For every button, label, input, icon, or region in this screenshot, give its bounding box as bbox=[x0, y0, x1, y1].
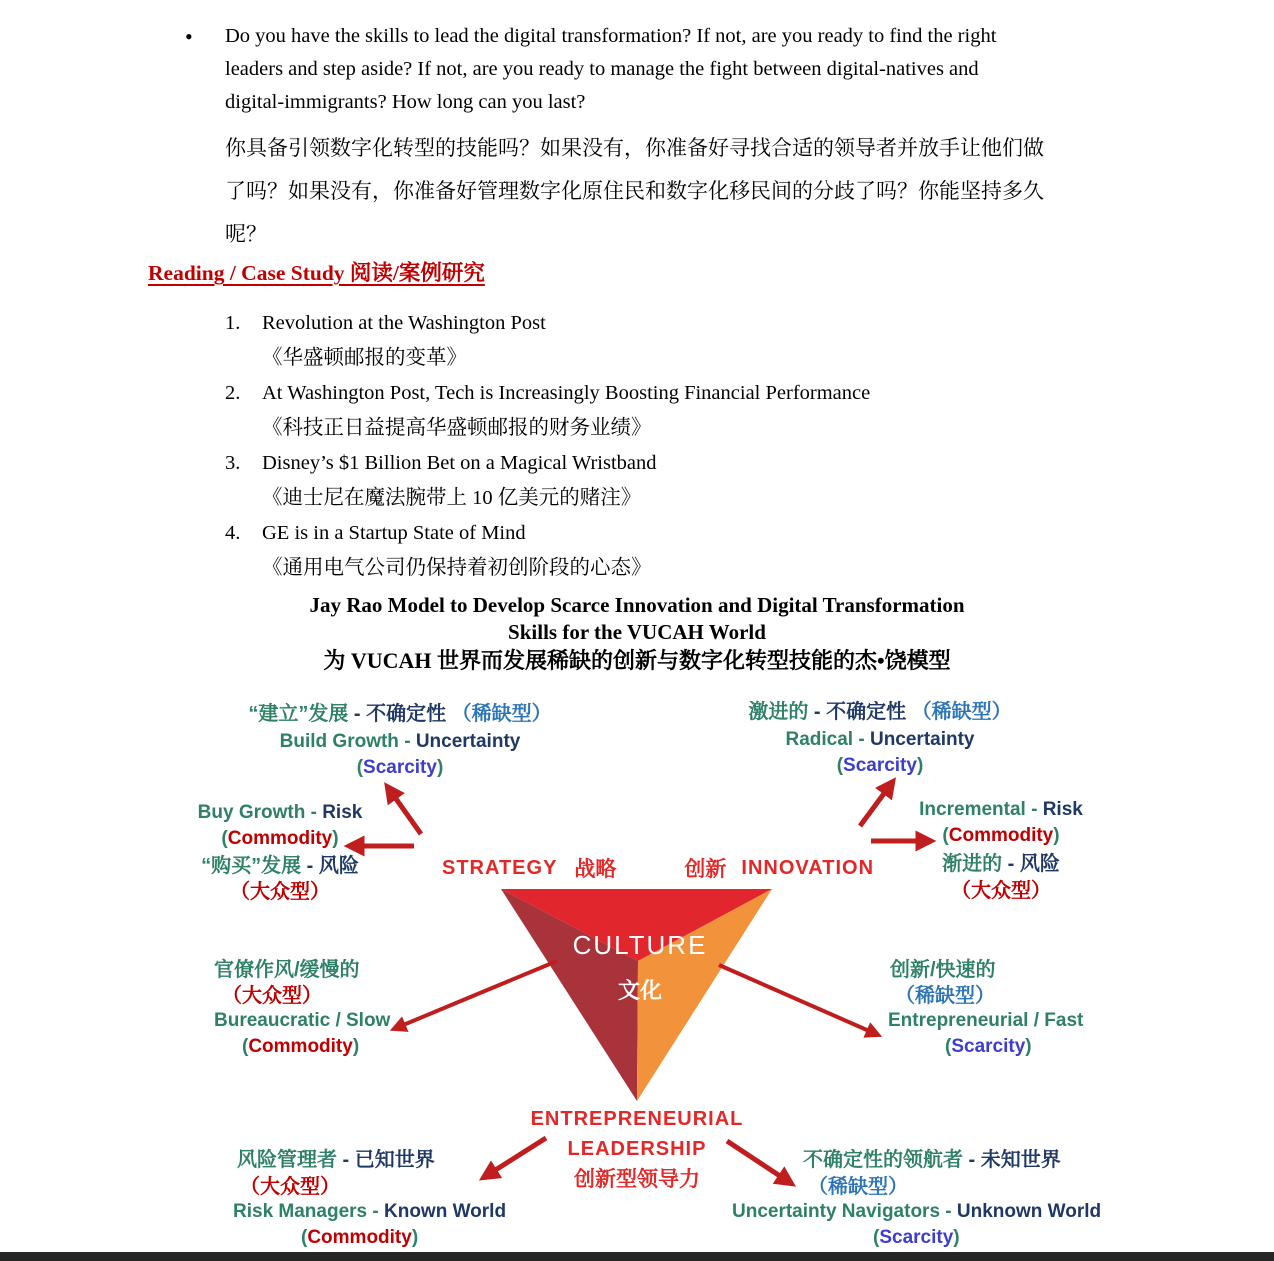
culture-label-zh: 文化 bbox=[617, 978, 662, 1003]
buy-growth-zh: “购买”发展 - 风险 bbox=[201, 855, 359, 877]
buy-growth-zh-tag: （大众型） bbox=[230, 881, 330, 903]
innovation-label: INNOVATION bbox=[741, 856, 875, 879]
entrepreneurial-fast-zh-tag: （稀缺型） bbox=[895, 985, 995, 1007]
leadership-line: LEADERSHIP bbox=[567, 1138, 707, 1160]
entrepreneurial-fast-zh: 创新/快速的 bbox=[890, 959, 996, 981]
bullet-marker: • bbox=[185, 24, 193, 49]
risk-managers-tag: (Commodity) bbox=[301, 1227, 419, 1248]
build-growth-tag: (Scarcity) bbox=[356, 757, 444, 778]
build-growth-zh: “建立”发展 - 不确定性 （稀缺型） bbox=[248, 703, 552, 725]
incremental-zh: 渐进的 - 风险 bbox=[942, 853, 1060, 875]
bullet-en-line: digital-immigrants? How long can you last? bbox=[225, 91, 586, 113]
uncertainty-navigators-tag: (Scarcity) bbox=[873, 1227, 960, 1248]
bullet-zh-line: 呢？ bbox=[225, 222, 267, 246]
buy-growth-tag: (Commodity) bbox=[221, 828, 339, 849]
reading-number: 3. bbox=[225, 452, 241, 474]
uncertainty-navigators-zh: 不确定性的领航者 - 未知世界 bbox=[803, 1149, 1061, 1171]
entrepreneurial-fast-label bbox=[888, 956, 1168, 1060]
culture-label: CULTURE bbox=[572, 930, 708, 960]
incremental-label bbox=[870, 797, 1132, 902]
incremental-tag: (Commodity) bbox=[942, 825, 1060, 846]
bureaucratic-en: Bureaucratic / Slow bbox=[214, 1010, 391, 1031]
model-title-line1: Jay Rao Model to Develop Scarce Innovation and Digital Transformation bbox=[309, 593, 965, 617]
uncertainty-navigators-zh-tag: （稀缺型） bbox=[808, 1176, 908, 1198]
model-title-line2: Skills for the VUCAH World bbox=[508, 620, 766, 644]
model-title-zh: 为 VUCAH 世界而发展稀缺的创新与数字化转型技能的杰•饶模型 bbox=[323, 648, 951, 673]
bullet-en-line: leaders and step aside? If not, are you ready to manage the fight between digital-natives and bbox=[225, 58, 979, 80]
bureaucratic-zh-tag: （大众型） bbox=[222, 985, 322, 1007]
entrepreneurial-line: ENTREPRENEURIAL bbox=[530, 1108, 744, 1130]
strategy-label-zh: 战略 bbox=[574, 858, 617, 881]
reading-number: 1. bbox=[225, 312, 241, 334]
reading-title-zh: 《通用电气公司仍保持着初创阶段的心态》 bbox=[262, 557, 652, 579]
bureaucratic-zh: 官僚作风/缓慢的 bbox=[214, 959, 360, 981]
reading-number: 4. bbox=[225, 522, 241, 544]
bullet-zh-line: 了吗？如果没有，你准备好管理数字化原住民和数字化移民间的分歧了吗？你能坚持多久 bbox=[225, 179, 1044, 203]
radical-tag: (Scarcity) bbox=[836, 755, 924, 776]
entrepreneurial-fast-tag: (Scarcity) bbox=[945, 1036, 1032, 1057]
section-heading: Reading / Case Study 阅读/案例研究 bbox=[148, 261, 485, 285]
incremental-en: Incremental - Risk bbox=[919, 799, 1083, 820]
page-bottom-edge bbox=[0, 1252, 1274, 1261]
risk-managers-zh-tag: （大众型） bbox=[240, 1176, 340, 1198]
bureaucratic-label bbox=[214, 956, 494, 1060]
reading-title-zh: 《华盛顿邮报的变革》 bbox=[262, 347, 467, 369]
reading-title-en: GE is in a Startup State of Mind bbox=[262, 522, 526, 544]
build-growth-en: Build Growth - Uncertainty bbox=[279, 731, 521, 752]
radical-label bbox=[720, 698, 1040, 779]
bullet-en-line: Do you have the skills to lead the digital transformation? If not, are you ready to find the right bbox=[225, 25, 997, 47]
entrepreneurial-fast-en: Entrepreneurial / Fast bbox=[888, 1010, 1084, 1031]
build-growth-label bbox=[240, 700, 560, 781]
strategy-label: STRATEGY bbox=[442, 856, 558, 879]
uncertainty-navigators-label bbox=[732, 1146, 1112, 1251]
radical-zh: 激进的 - 不确定性 （稀缺型） bbox=[748, 701, 1012, 723]
radical-en: Radical - Uncertainty bbox=[785, 729, 975, 750]
risk-managers-en: Risk Managers - Known World bbox=[233, 1201, 507, 1222]
reading-title-en: Revolution at the Washington Post bbox=[262, 312, 546, 334]
reading-title-en: Disney’s $1 Billion Bet on a Magical Wristband bbox=[262, 452, 657, 474]
arrow-to-entrepreneurial-fast bbox=[719, 965, 876, 1034]
leadership-label-zh: 创新型领导力 bbox=[574, 1168, 700, 1191]
reading-title-zh: 《迪士尼在魔法腕带上 10 亿美元的赌注》 bbox=[262, 487, 642, 509]
innovation-label-zh: 创新 bbox=[684, 858, 727, 881]
reading-title-en: At Washington Post, Tech is Increasingly Boosting Financial Performance bbox=[262, 382, 871, 404]
buy-growth-label bbox=[150, 800, 410, 903]
bullet-zh-line: 你具备引领数字化转型的技能吗？如果没有，你准备好寻找合适的领导者并放手让他们做 bbox=[225, 136, 1044, 160]
reading-title-zh: 《科技正日益提高华盛顿邮报的财务业绩》 bbox=[262, 417, 652, 439]
strategy-innovation-band bbox=[442, 853, 874, 883]
uncertainty-navigators-en: Uncertainty Navigators - Unknown World bbox=[732, 1201, 1102, 1222]
reading-number: 2. bbox=[225, 382, 241, 404]
buy-growth-en: Buy Growth - Risk bbox=[197, 802, 363, 823]
risk-managers-label bbox=[233, 1146, 533, 1251]
incremental-zh-tag: （大众型） bbox=[951, 880, 1051, 902]
bureaucratic-tag: (Commodity) bbox=[242, 1036, 360, 1057]
risk-managers-zh: 风险管理者 - 已知世界 bbox=[237, 1149, 435, 1171]
